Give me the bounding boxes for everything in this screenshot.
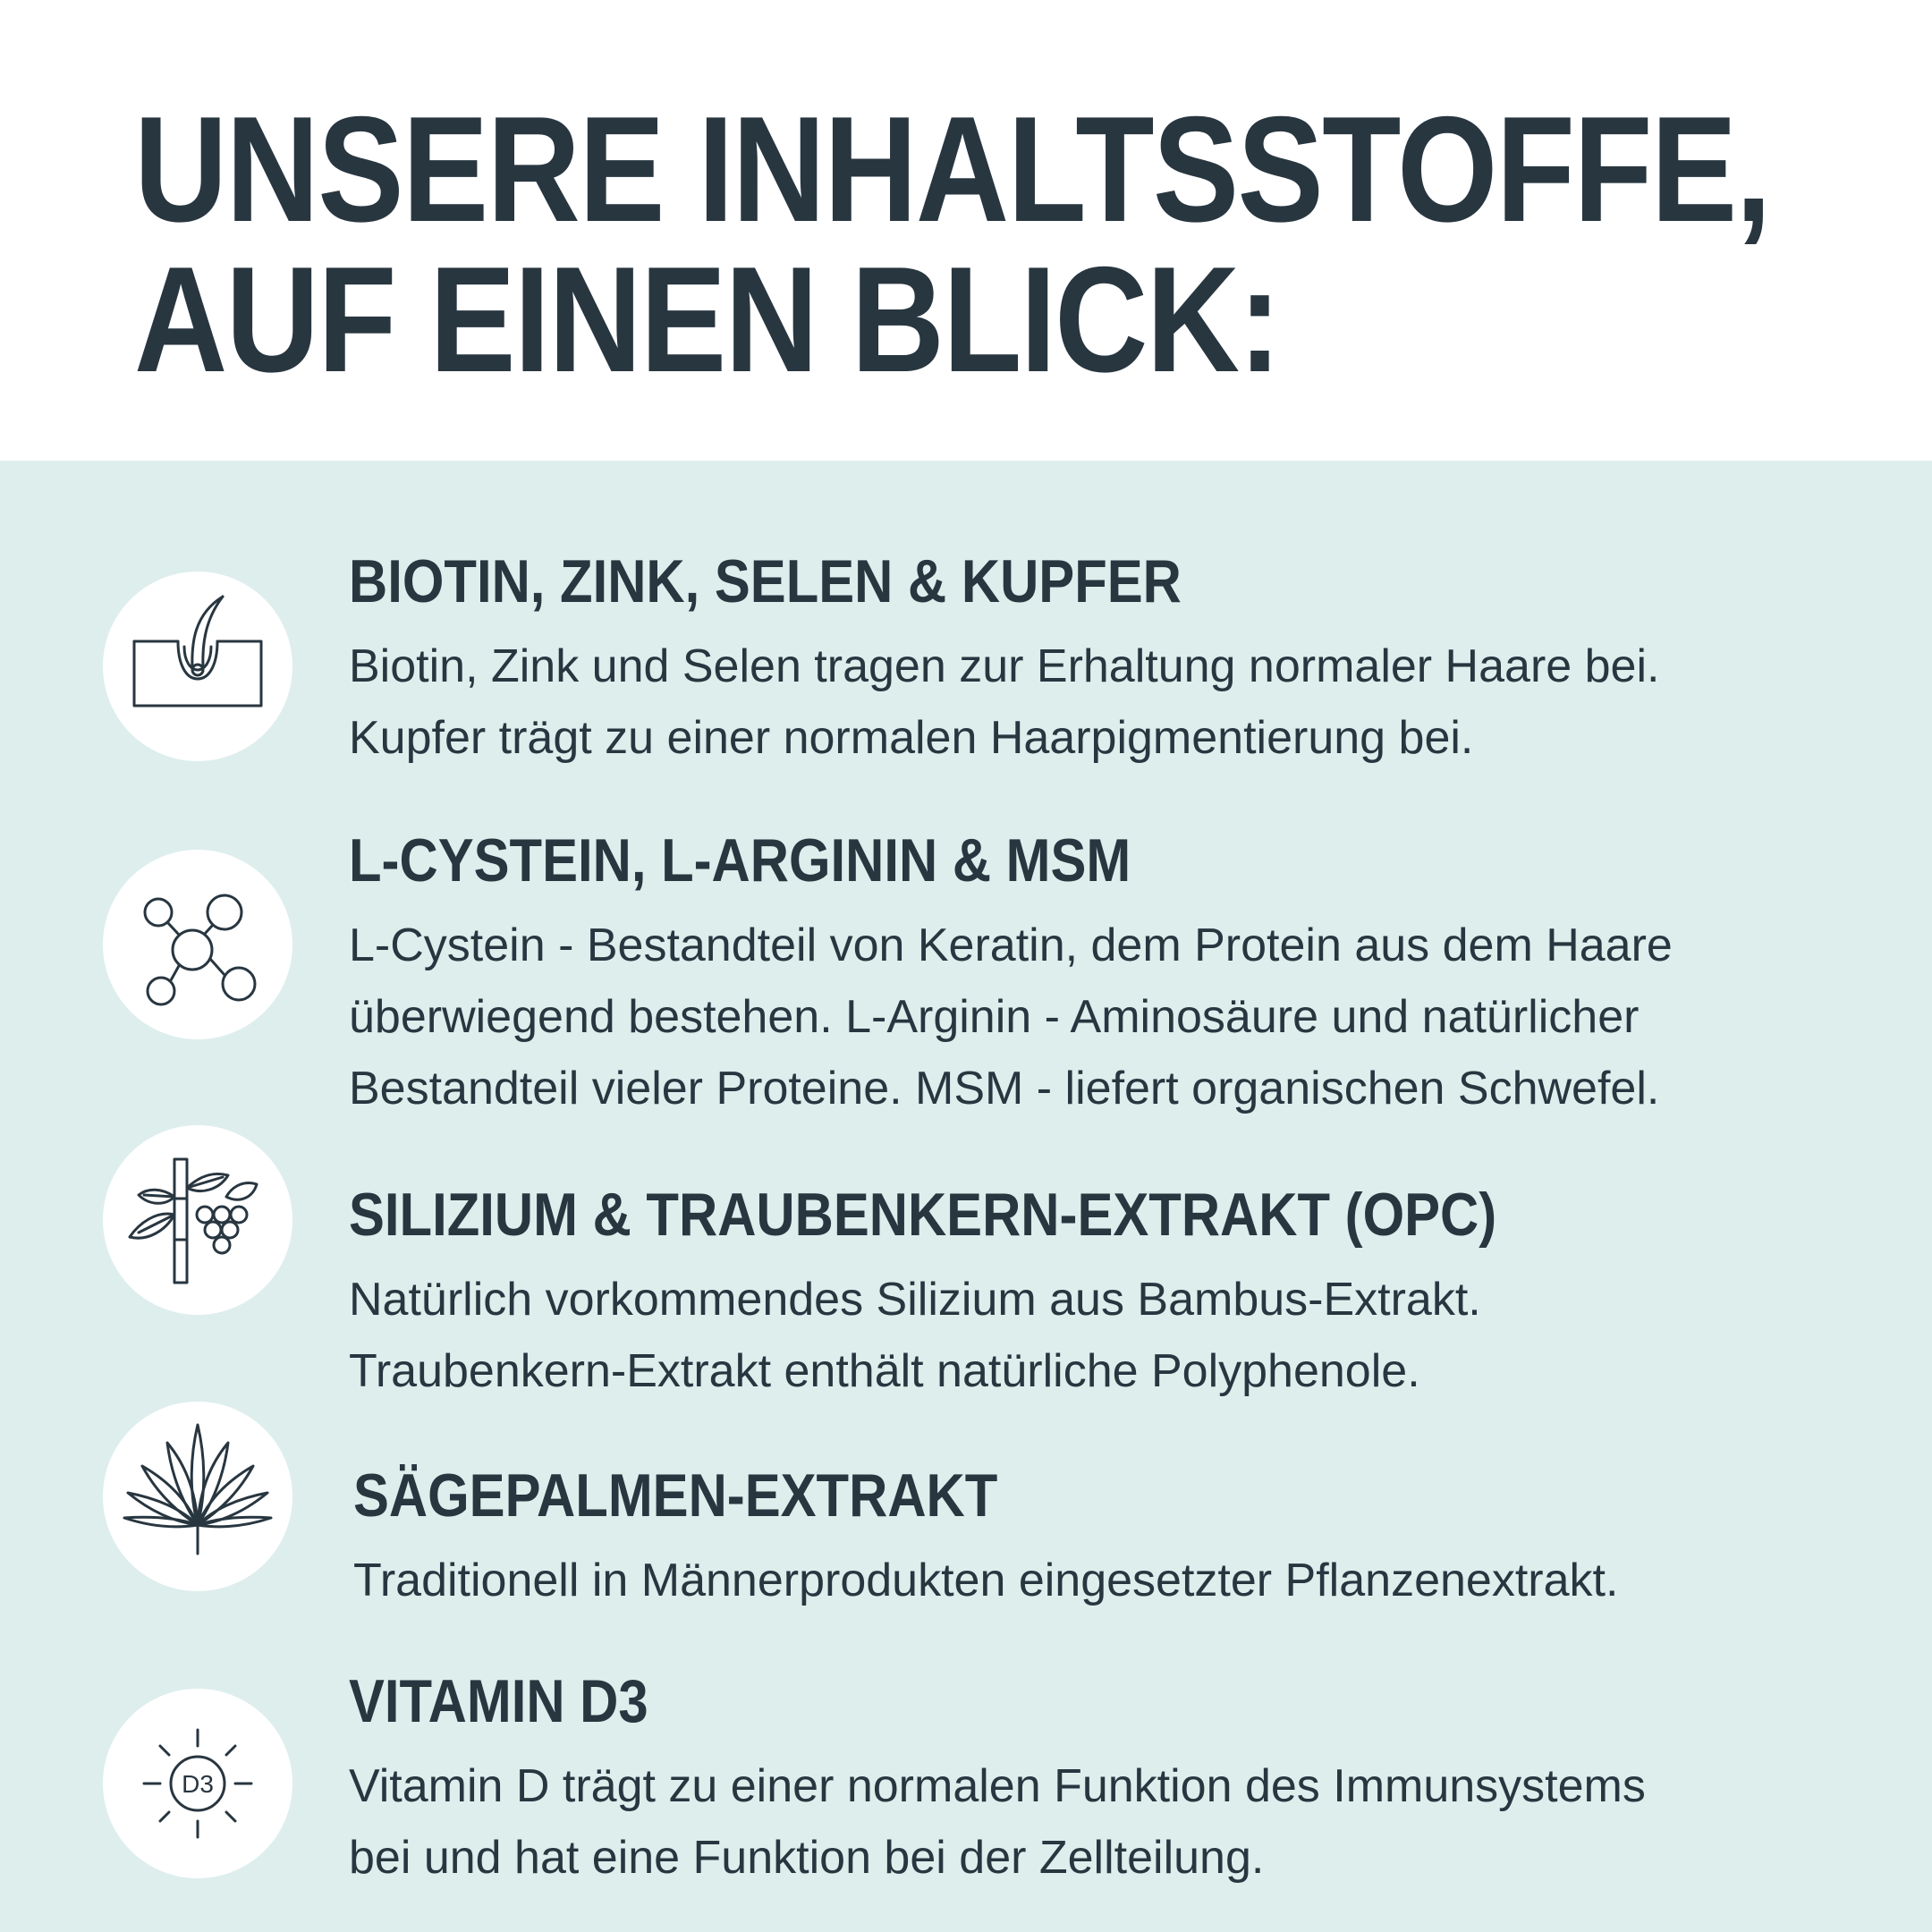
palm-leaf-icon (103, 1402, 292, 1591)
d3-label: D3 (182, 1770, 214, 1798)
ingredient-title: BIOTIN, ZINK, SELEN & KUPFER (349, 547, 1182, 615)
description-line: Bestandteil vieler Proteine. MSM - liefert organischen Schwefel. (349, 1063, 1660, 1114)
description-line: Kupfer trägt zu einer normalen Haarpigmentierung bei. (349, 712, 1474, 764)
description-line: L-Cystein - Bestandteil von Keratin, dem Protein aus dem Haare (349, 919, 1673, 971)
ingredient-description (349, 910, 1673, 1124)
ingredient-title: SILIZIUM & TRAUBENKERN-EXTRAKT (OPC) (349, 1181, 1497, 1249)
ingredient-description (349, 1750, 1646, 1894)
description-line: bei und hat eine Funktion bei der Zellteilung. (349, 1832, 1265, 1884)
ingredients-panel (0, 461, 1932, 1932)
header (0, 0, 1932, 461)
hair-follicle-icon (103, 572, 292, 761)
ingredient-description (349, 631, 1659, 774)
page-title (134, 85, 1770, 403)
ingredient-title: SÄGEPALMEN-EXTRAKT (353, 1462, 998, 1530)
sun-vitamin-d3-icon (103, 1689, 292, 1878)
description-line: Traubenkern-Extrakt enthält natürliche Polyphenole. (349, 1345, 1420, 1397)
page-title-line-2: AUF EINEN BLICK: (134, 235, 1280, 403)
description-line: Natürlich vorkommendes Silizium aus Bambus-Extrakt. (349, 1274, 1481, 1326)
description-line: Biotin, Zink und Selen tragen zur Erhaltung normaler Haare bei. (349, 640, 1660, 692)
ingredient-description (349, 1264, 1481, 1407)
bamboo-grape-icon (103, 1125, 292, 1315)
description-line: Vitamin D trägt zu einer normalen Funktion des Immunsystems (349, 1760, 1646, 1812)
ingredient-description (353, 1545, 1618, 1616)
ingredient-title: L-CYSTEIN, L-ARGININ & MSM (349, 826, 1131, 894)
page-title-line-1: UNSERE INHALTSSTOFFE, (134, 85, 1770, 253)
description-line: Traditionell in Männerprodukten eingesetzter Pflanzenextrakt. (353, 1555, 1619, 1606)
description-line: überwiegend bestehen. L-Arginin - Aminosäure und natürlicher (349, 991, 1640, 1043)
molecule-icon (103, 850, 292, 1039)
ingredient-title: VITAMIN D3 (349, 1667, 648, 1735)
